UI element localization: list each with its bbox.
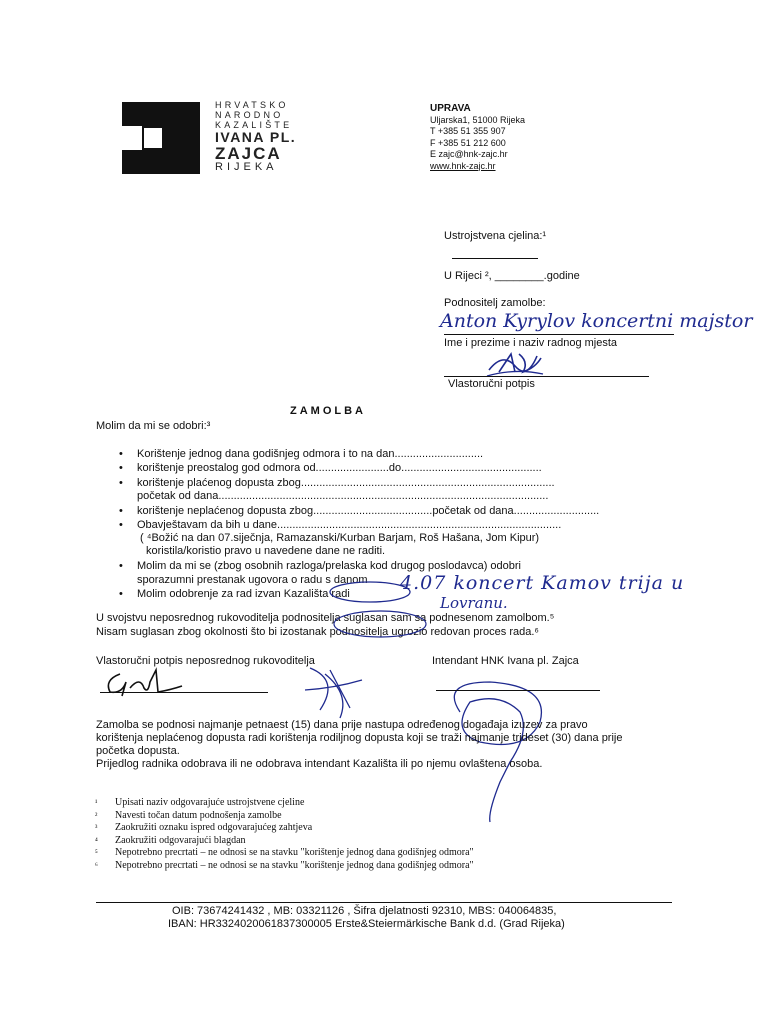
header-web: www.hnk-zajc.hr xyxy=(430,160,496,171)
footnotes xyxy=(95,797,474,872)
logo-line: KAZALIŠTE xyxy=(215,120,293,130)
logo-line: NARODNO xyxy=(215,110,284,120)
footnote: ¹ Upisati naziv odgovarajuće ustrojstvene cjeline xyxy=(95,797,305,808)
header-email: E zajc@hnk-zajc.hr xyxy=(430,149,508,159)
supervisor-consent: U svojstvu neposrednog rukovoditelja podnositelja suglasan sam sa podnesenom zamolbom.⁵ xyxy=(96,612,555,624)
list-item-cont: koristila/koristio pravo u navedene dane ne raditi. xyxy=(146,545,386,557)
footnote: ⁵ Nepotrebno precrtati – ne odnosi se na stavku "korištenje jednog dana godišnjeg odmora" xyxy=(95,847,474,858)
applicant-name-handwritten: Anton Kyrylov koncertni majstor xyxy=(440,310,753,332)
list-item: • Obavještavam da bih u dane............................................................................................. xyxy=(137,519,561,532)
item-handwritten-2: Lovranu. xyxy=(440,594,508,612)
supervisor-signature-label: Vlastoručni potpis neposrednog rukovoditelja xyxy=(96,655,315,667)
supervisor-mark xyxy=(300,660,370,720)
header-phone: T +385 51 355 907 xyxy=(430,126,506,136)
footnote: ⁶ Nepotrebno precrtati – ne odnosi se na stavku "korištenje jednog dana godišnjeg odmora" xyxy=(95,859,474,871)
logo-line: HRVATSKO xyxy=(215,100,289,110)
header-fax: F +385 51 212 600 xyxy=(430,137,506,148)
list-item: • Molim odobrenje za rad izvan Kazališta radi xyxy=(137,588,350,601)
unit-label: Ustrojstvena cjelina:¹ xyxy=(444,230,547,242)
name-caption: Ime i prezime i naziv radnog mjesta xyxy=(444,337,618,349)
logo-line: IVANA PL. xyxy=(215,129,297,145)
list-item-cont: ( ⁴Božić na dan 07.siječnja, Ramazanski/Kurban Barjam, Roš Hašana, Jom Kipur) xyxy=(140,532,540,544)
supervisor-signature xyxy=(100,664,190,700)
intendant-label: Intendant HNK Ivana pl. Zajca xyxy=(432,655,579,667)
list-item-cont: početak od dana............................................................................................................ xyxy=(137,490,549,502)
supervisor-refusal: Nisam suglasan zbog okolnosti što bi izostanak podnositelja ugrozio redovan proces rada.⁶ xyxy=(96,626,539,638)
place-date: U Rijeci ², ________.godine xyxy=(444,270,580,282)
company-ids: OIB: 73674241432 , MB: 03321126 , Šifra djelatnosti 92310, MBS: 040064835, xyxy=(172,905,557,917)
notice-line: početka dopusta. xyxy=(96,745,180,757)
intro-text: Molim da mi se odobri:³ xyxy=(96,420,211,432)
notice-line: Prijedlog radnika odobrava ili ne odobrava intendant Kazališta ili po njemu ovlaštena osoba. xyxy=(96,758,543,770)
applicant-label: Podnositelj zamolbe: xyxy=(444,297,546,309)
theatre-logo-text xyxy=(215,100,296,172)
item-handwritten: 4.07 koncert Kamov trija u xyxy=(400,572,685,594)
contact-block xyxy=(430,103,525,172)
theatre-logo-mark xyxy=(122,102,200,174)
signature-caption: Vlastoručni potpis xyxy=(448,378,535,390)
logo-line: RIJEKA xyxy=(215,161,278,173)
company-bank: IBAN: HR3324020061837300005 Erste&Steiermärkische Bank d.d. (Grad Rijeka) xyxy=(168,918,565,930)
notice-line: Zamolba se podnosi najmanje petnaest (15) dana prije nastupa određenog događaja izuzev za pravo xyxy=(96,719,588,731)
document-title: ZAMOLBA xyxy=(290,405,366,417)
list-item: • korištenje preostalog god odmora od........................do.............................................. xyxy=(137,462,542,475)
logo-line: ZAJCA xyxy=(215,144,282,163)
footnote: ⁴ Zaokružiti odgovarajući blagdan xyxy=(95,834,246,846)
footnote: ³ Zaokružiti oznaku ispred odgovarajućeg zahtjeva xyxy=(95,822,313,833)
header-address: Uljarska1, 51000 Rijeka xyxy=(430,114,526,125)
list-item: • Molim da mi se (zbog osobnih razloga/prelaska kod drugog poslodavca) odobri xyxy=(137,560,521,573)
footnote: ² Navesti točan datum podnošenja zamolbe xyxy=(95,809,282,821)
list-item-cont: sporazumni prestanak ugovora o radu s danom xyxy=(137,574,368,586)
list-item: • Korištenje jednog dana godišnjeg odmora i to na dan............................. xyxy=(137,448,483,461)
circle-mark xyxy=(330,606,430,642)
header-title: UPRAVA xyxy=(430,103,471,114)
list-item: • korištenje plaćenog dopusta zbog................................................................................... xyxy=(137,477,555,490)
notice-line: korištenja neplaćenog dopusta radi korištenja rodiljnog dopusta koji se traži najmanje trideset (30) dana prije xyxy=(96,732,623,744)
list-item: • korištenje neplaćenog dopusta zbog.......................................početak od dana............................ xyxy=(137,505,599,518)
